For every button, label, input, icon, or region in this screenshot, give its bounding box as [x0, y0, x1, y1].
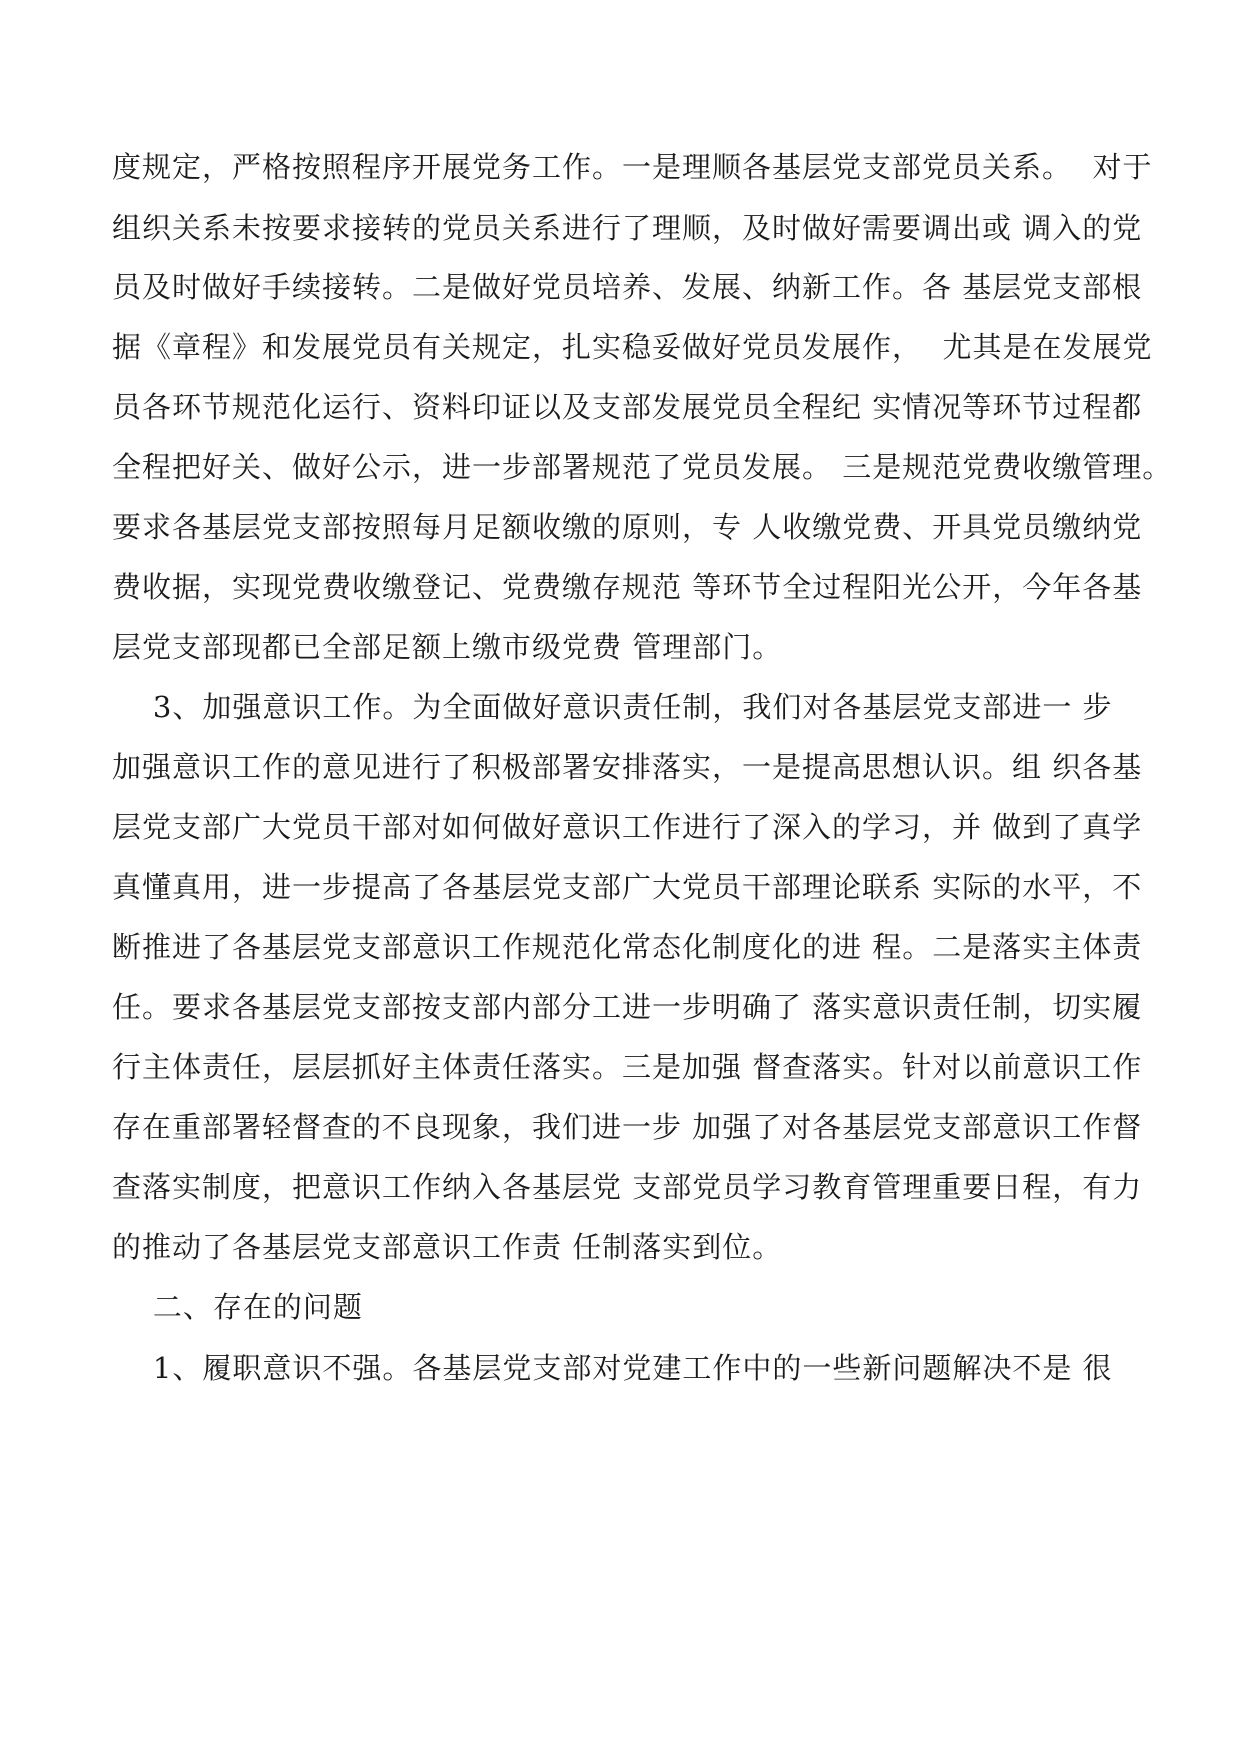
text-line: 层党支部现都已全部足额上缴市级党费 管理部门。: [112, 630, 783, 664]
text-line: 据《章程》和发展党员有关规定，扎实稳妥做好党员发展作， 尤其是在发展党: [112, 330, 1153, 364]
text-line: 断推进了各基层党支部意识工作规范化常态化制度化的进 程。二是落实主体责: [112, 930, 1143, 964]
text-line: 查落实制度，把意识工作纳入各基层党 支部党员学习教育管理重要日程，有力: [112, 1170, 1143, 1204]
text-line: 加强意识工作的意见进行了积极部署安排落实，一是提高思想认识。组 织各基: [112, 750, 1143, 784]
text-line: 的推动了各基层党支部意识工作责 任制落实到位。: [112, 1230, 783, 1264]
paragraph-first-line: 3、加强意识工作。为全面做好意识责任制，我们对各基层党支部进一 步: [112, 690, 1113, 724]
text-line: 层党支部广大党员干部对如何做好意识工作进行了深入的学习，并 做到了真学: [112, 810, 1143, 844]
text-line: 行主体责任，层层抓好主体责任落实。三是加强 督查落实。针对以前意识工作: [112, 1050, 1143, 1084]
text-line: 员各环节规范化运行、资料印证以及支部发展党员全程纪 实情况等环节过程都: [112, 390, 1143, 424]
text-line: 要求各基层党支部按照每月足额收缴的原则，专 人收缴党费、开具党员缴纳党: [112, 510, 1143, 544]
paragraph-first-line: 1、履职意识不强。各基层党支部对党建工作中的一些新问题解决不是 很: [112, 1351, 1113, 1385]
text-line: 真懂真用，进一步提高了各基层党支部广大党员干部理论联系 实际的水平，不: [112, 870, 1143, 904]
text-line: 员及时做好手续接转。二是做好党员培养、发展、纳新工作。各 基层党支部根: [112, 270, 1143, 304]
text-line: 组织关系未按要求接转的党员关系进行了理顺，及时做好需要调出或 调入的党: [112, 211, 1143, 245]
text-line: 存在重部署轻督查的不良现象，我们进一步 加强了对各基层党支部意识工作督: [112, 1110, 1143, 1144]
text-line: 度规定，严格按照程序开展党务工作。一是理顺各基层党支部党员关系。 对于: [112, 150, 1153, 184]
text-line: 费收据，实现党费收缴登记、党费缴存规范 等环节全过程阳光公开，今年各基: [112, 570, 1143, 604]
text-line: 全程把好关、做好公示，进一步部署规范了党员发展。 三是规范党费收缴管理。: [112, 450, 1173, 484]
text-line: 任。要求各基层党支部按支部内部分工进一步明确了 落实意识责任制，切实履: [112, 990, 1143, 1024]
section-heading: 二、存在的问题: [112, 1290, 363, 1324]
